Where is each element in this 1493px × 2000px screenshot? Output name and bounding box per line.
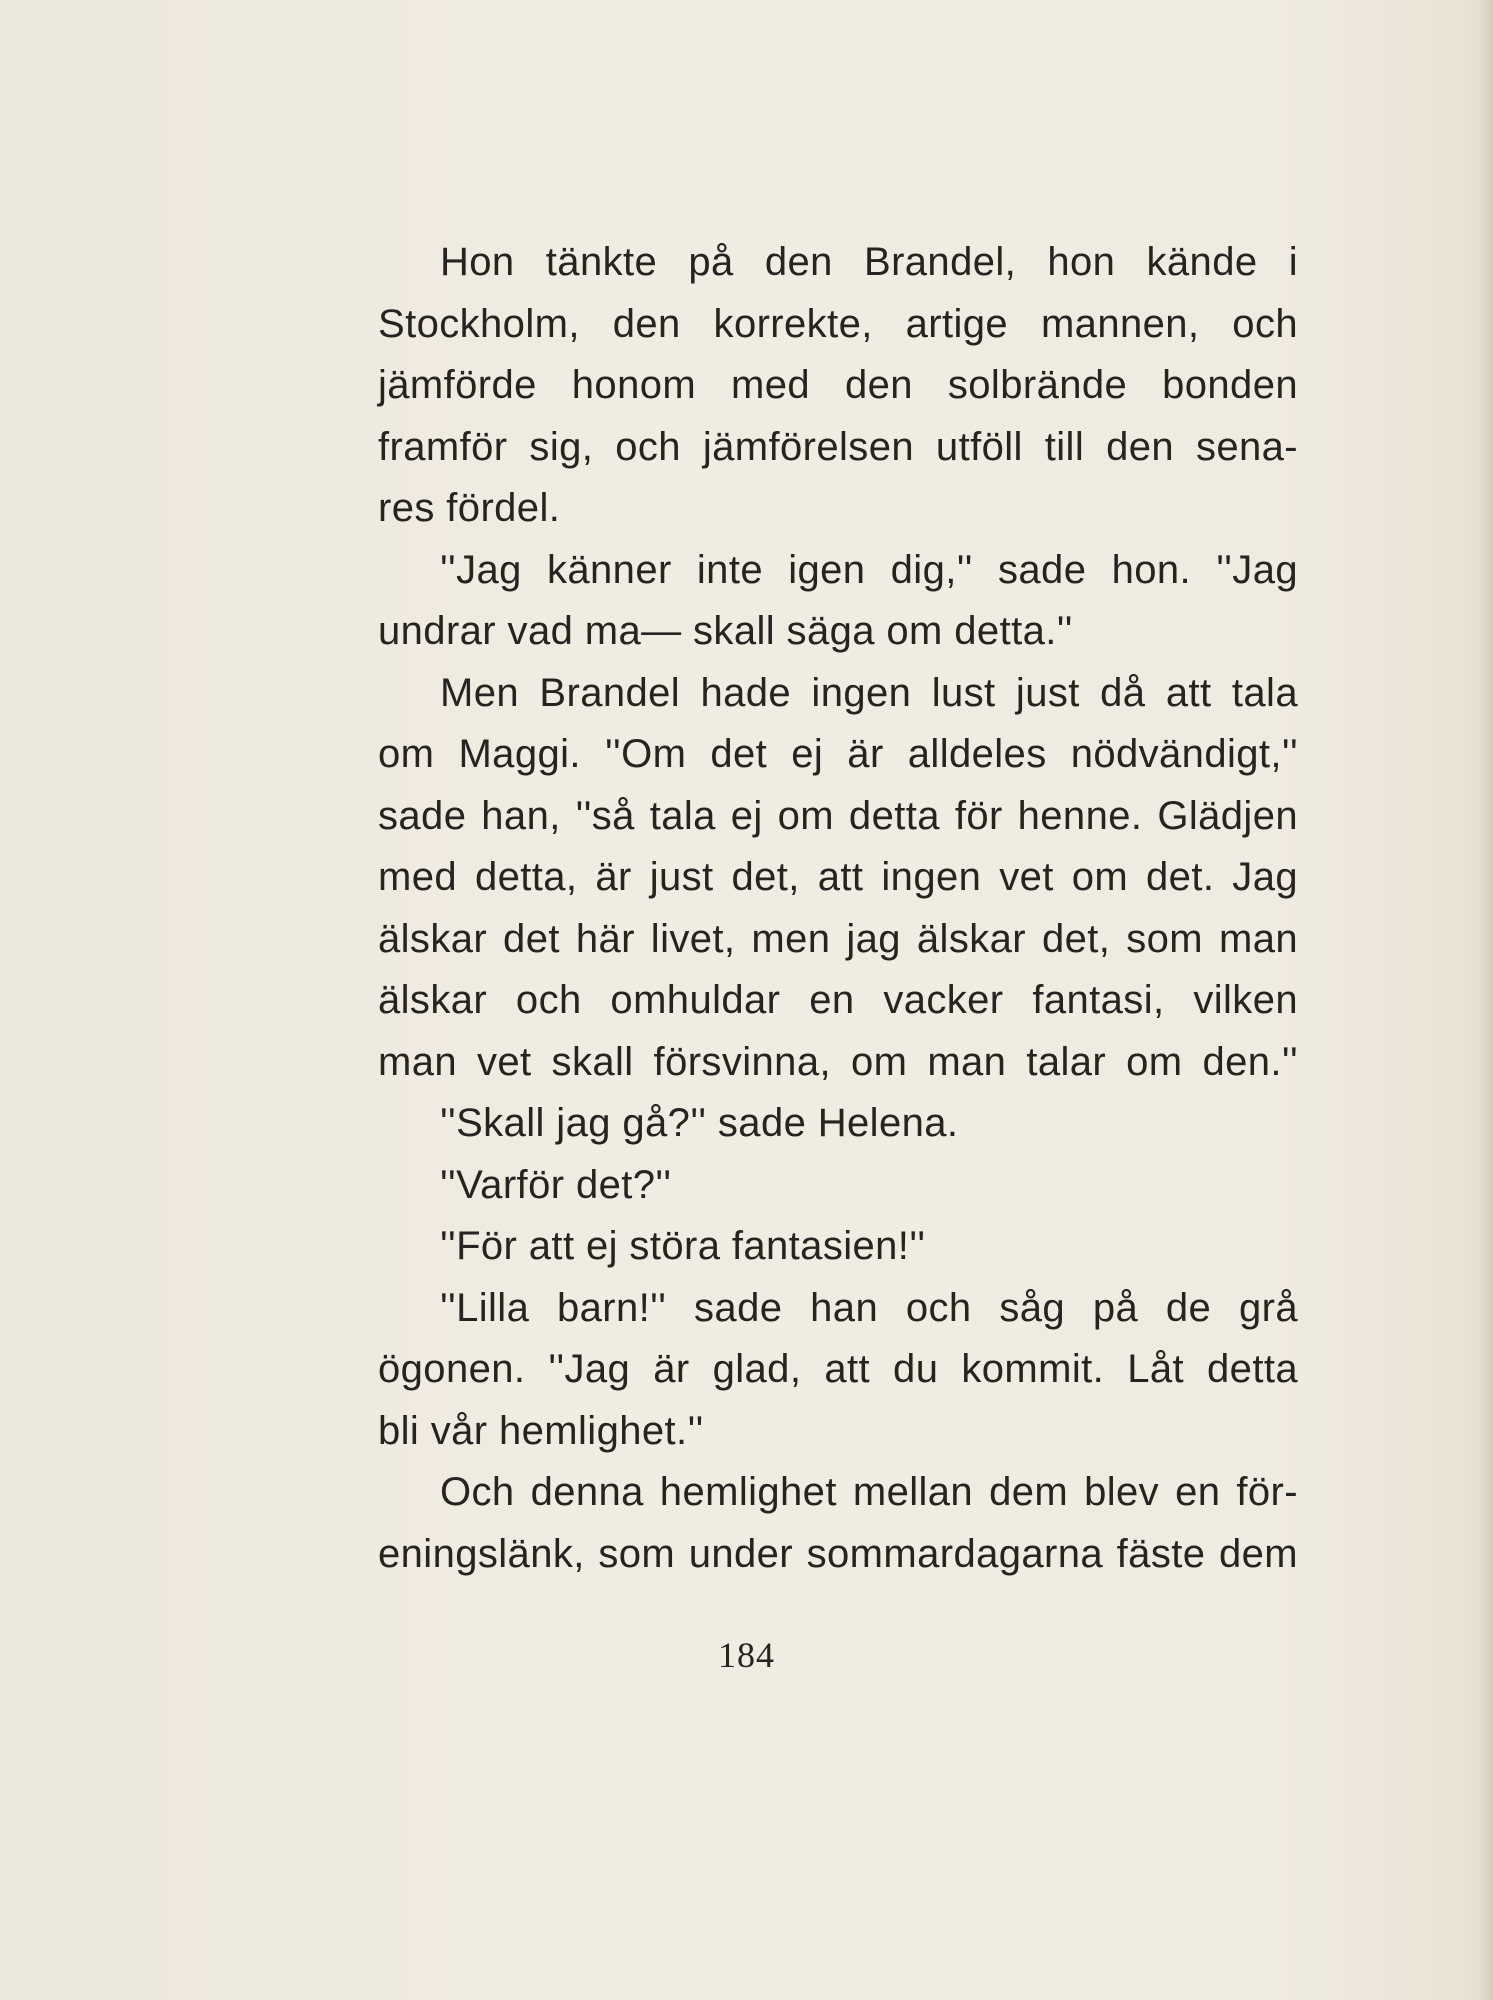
page-edge-shadow [1479, 0, 1493, 2000]
text-line: ''Jag känner inte igen dig,'' sade hon. ''Jag [440, 547, 1298, 592]
text-line: Men Brandel hade ingen lust just då att tala [440, 670, 1298, 715]
text-line: man vet skall försvinna, om man talar om den.'' [378, 1039, 1298, 1084]
text-line: ''För att ej störa fantasien!'' [440, 1224, 926, 1268]
text-line: Och denna hemlighet mellan dem blev en för- [440, 1470, 1298, 1514]
text-line: ''Varför det?'' [440, 1162, 672, 1207]
text-line: älskar och omhuldar en vacker fantasi, vilken [378, 978, 1298, 1022]
body-text [378, 232, 1298, 1585]
text-line: med detta, är just det, att ingen vet om det. Jag [378, 855, 1298, 899]
text-line: bli vår hemlighet.'' [378, 1408, 704, 1453]
text-line: om Maggi. ''Om det ej är alldeles nödvändigt,'' [378, 732, 1298, 776]
text-line: framför sig, och jämförelsen utföll till den sena- [378, 424, 1298, 469]
text-line: älskar det här livet, men jag älskar det, som man [378, 916, 1298, 961]
text-line: sade han, ''så tala ej om detta för henne. Glädjen [378, 793, 1298, 838]
text-line: undrar vad ma— skall säga om detta.'' [378, 609, 1073, 653]
text-line: eningslänk, som under sommardagarna fäste dem [378, 1531, 1298, 1576]
page-number: 184 [718, 1635, 775, 1675]
text-line: ''Skall jag gå?'' sade Helena. [440, 1101, 959, 1145]
text-line: ''Lilla barn!'' sade han och såg på de grå [440, 1285, 1298, 1330]
text-line: Stockholm, den korrekte, artige mannen, och [378, 301, 1298, 346]
text-line: res fördel. [378, 486, 561, 530]
text-line: Hon tänkte på den Brandel, hon kände i [440, 240, 1298, 284]
text-line: ögonen. ''Jag är glad, att du kommit. Låt detta [378, 1347, 1298, 1391]
text-line: jämförde honom med den solbrände bonden [378, 363, 1298, 407]
